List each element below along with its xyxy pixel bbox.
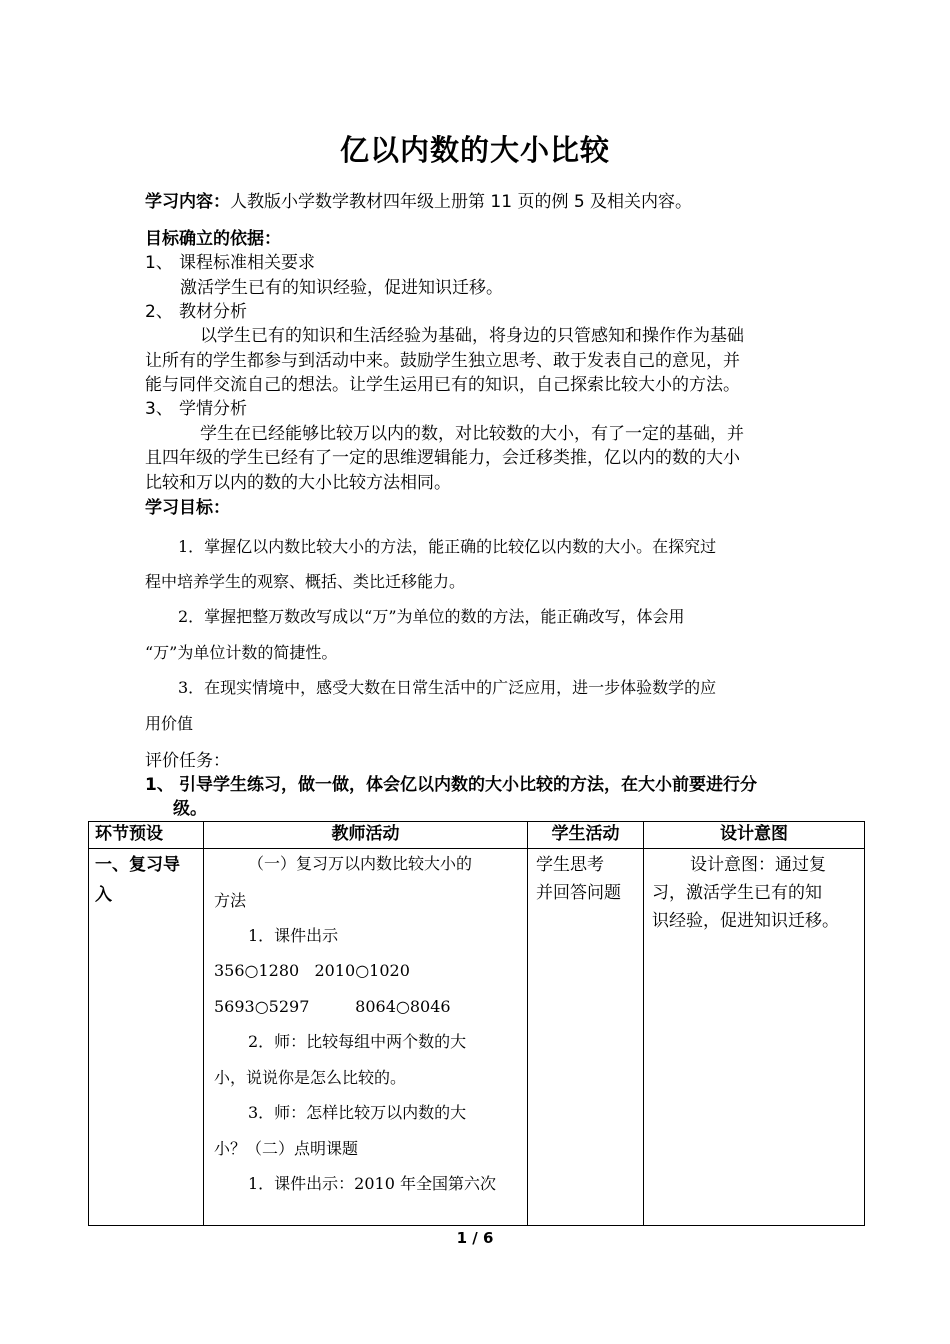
student-cell	[528, 849, 644, 1226]
basis-item-3-num: 3、	[145, 399, 173, 419]
evaluation-heading: 评价任务：	[145, 751, 230, 771]
basis-item-2-line: 以学生已有的知识和生活经验为基础，将身边的只管感知和操作作为基础	[200, 326, 744, 346]
teacher-cell	[204, 849, 528, 1226]
basis-item-1-title: 课程标准相关要求	[179, 253, 315, 273]
header-student: 学生活动	[528, 822, 644, 849]
basis-item-1-line: 激活学生已有的知识经验，促进知识迁移。	[180, 278, 503, 298]
intent-cell	[644, 849, 865, 1226]
header-teacher: 教师活动	[204, 822, 528, 849]
teacher-line: 方法	[214, 891, 247, 910]
evaluation-num: 1、	[145, 775, 174, 795]
teacher-line: 5693○5297 8064○8046	[214, 997, 451, 1016]
header-stage: 环节预设	[89, 822, 204, 849]
teacher-line: 2．师：比较每组中两个数的大	[248, 1032, 467, 1051]
basis-item-2-line: 让所有的学生都参与到活动中来。鼓励学生独立思考、敢于发表自己的意见，并	[145, 351, 740, 371]
teacher-line: 356○1280 2010○1020	[214, 961, 410, 980]
intent-line: 习，激活学生已有的知	[652, 883, 822, 903]
evaluation-line: 级。	[173, 799, 207, 819]
basis-item-2-num: 2、	[145, 302, 173, 322]
teacher-line: 小，说说你是怎么比较的。	[214, 1068, 407, 1087]
student-line: 学生思考	[536, 855, 604, 875]
basis-item-3-line: 比较和万以内的数的大小比较方法相同。	[145, 473, 451, 493]
stage-cell	[89, 849, 204, 1226]
goal-line: “万”为单位计数的简捷性。	[145, 643, 338, 662]
basis-heading: 目标确立的依据：	[145, 229, 281, 249]
page-title: 亿以内数的大小比较	[339, 133, 610, 167]
basis-item-3-line: 且四年级的学生已经有了一定的思维逻辑能力，会迁移类推，亿以内的数的大小	[145, 448, 740, 468]
goal-line: 用价值	[145, 714, 194, 733]
learning-content-text: 人教版小学数学教材四年级上册第 11 页的例 5 及相关内容。	[230, 192, 693, 212]
teacher-line: 1．课件出示	[248, 926, 339, 945]
basis-item-3-title: 学情分析	[179, 399, 247, 419]
table-row	[89, 849, 865, 1226]
goal-line: 1．掌握亿以内数比较大小的方法，能正确的比较亿以内数的大小。在探究过	[178, 537, 717, 556]
goal-line: 2．掌握把整万数改写成以“万”为单位的数的方法，能正确改写，体会用	[178, 607, 685, 626]
intent-line: 识经验，促进知识迁移。	[652, 911, 839, 931]
page-number: 1 / 6	[456, 1229, 494, 1247]
lesson-plan-table	[88, 821, 865, 1226]
teacher-line: 小？（二）点明课题	[214, 1139, 359, 1158]
basis-item-1-num: 1、	[145, 253, 173, 273]
evaluation-line: 引导学生练习，做一做，体会亿以内数的大小比较的方法，在大小前要进行分	[179, 775, 757, 795]
teacher-line: 3．师：怎样比较万以内数的大	[248, 1103, 467, 1122]
goal-line: 3．在现实情境中，感受大数在日常生活中的广泛应用，进一步体验数学的应	[178, 678, 717, 697]
goals-heading: 学习目标：	[145, 498, 230, 518]
header-intent: 设计意图	[644, 822, 865, 849]
learning-content-label: 学习内容：	[145, 192, 230, 212]
basis-item-2-title: 教材分析	[179, 302, 247, 322]
teacher-line: （一）复习万以内数比较大小的	[248, 854, 473, 873]
table-header-row	[89, 822, 865, 849]
teacher-line: 1．课件出示：2010 年全国第六次	[248, 1174, 496, 1193]
stage-line: 一、复习导	[95, 855, 180, 875]
basis-item-3-line: 学生在已经能够比较万以内的数，对比较数的大小，有了一定的基础，并	[200, 424, 744, 444]
goal-line: 程中培养学生的观察、概括、类比迁移能力。	[145, 572, 466, 591]
intent-line: 设计意图：通过复	[690, 855, 826, 875]
student-line: 并回答问题	[536, 883, 621, 903]
stage-line: 入	[95, 885, 112, 905]
basis-item-2-line: 能与同伴交流自己的想法。让学生运用已有的知识，自己探索比较大小的方法。	[145, 375, 740, 395]
learning-content	[145, 190, 692, 214]
